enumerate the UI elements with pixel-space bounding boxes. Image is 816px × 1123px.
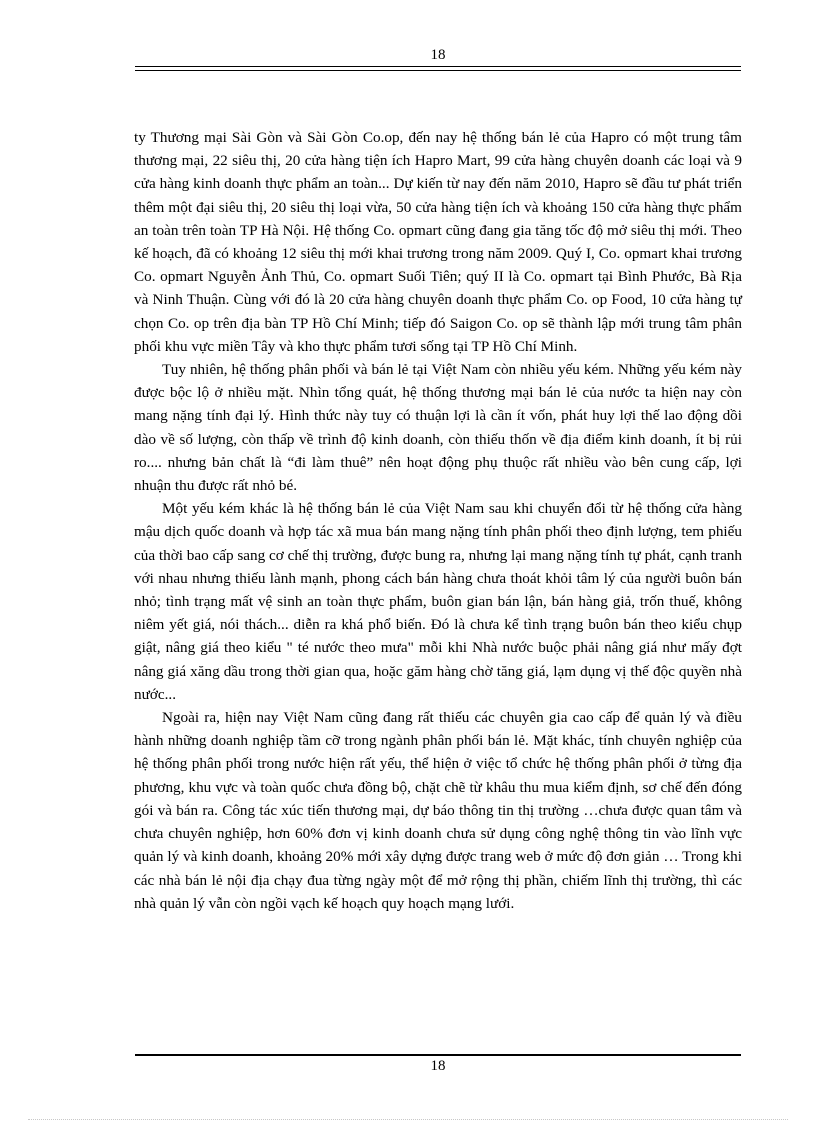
header-double-rule <box>135 66 741 71</box>
paragraph-2: Tuy nhiên, hệ thống phân phối và bán lẻ tại Việt Nam còn nhiều yếu kém. Những yếu kém này được bộc lộ ở nhiều mặt. Nhìn tổng quát, hệ thống thương mại bán lẻ của nước ta hiện nay còn mang nặng tính đại lý. Hình thức này tuy có thuận lợi là cần ít vốn, phát huy lợi thế lao động dồi dào về số lượng, còn thấp về trình độ kinh doanh, còn thiếu thốn về địa điểm kinh doanh, ít bị rủi ro.... nhưng bản chất là “đi làm thuê” nên hoạt động phụ thuộc rất nhiều vào bên cung cấp, lợi nhuận thu được rất nhỏ bé. <box>134 361 742 495</box>
page-bottom-dotted-line <box>28 1119 788 1120</box>
paragraph-4: Ngoài ra, hiện nay Việt Nam cũng đang rất thiếu các chuyên gia cao cấp để quản lý và điều hành những doanh nghiệp tầm cỡ trong ngành phân phối bán lẻ. Mặt khác, tính chuyên nghiệp của hệ thống phân phối trong nước hiện rất yếu, thể hiện ở việc tổ chức hệ thống phân phối ở từng địa phương, khu vực và toàn quốc chưa đồng bộ, chặt chẽ từ khâu thu mua kiểm định, sơ chế đến đóng gói và bán ra. Công tác xúc tiến thương mại, dự báo thông tin thị trường …chưa được quan tâm và chưa chuyên nghiệp, hơn 60% đơn vị kinh doanh chưa sử dụng công nghệ thông tin vào lĩnh vực quản lý và kinh doanh, khoảng 20% mới xây dựng được trang web ở mức độ đơn giản … Trong khi các nhà bán lẻ nội địa chạy đua từng ngày một để mở rộng thị phần, chiếm lĩnh thị trường, thì các nhà quản lý vẫn còn ngồi vạch kế hoạch quy hoạch mạng lưới. <box>134 709 742 912</box>
document-body <box>134 126 742 915</box>
header-page-number: 18 <box>430 47 446 63</box>
paragraph-1: ty Thương mại Sài Gòn và Sài Gòn Co.op, đến nay hệ thống bán lẻ của Hapro có một trung tâm thương mại, 22 siêu thị, 20 cửa hàng tiện ích Hapro Mart, 99 cửa hàng chuyên doanh các loại và 9 cửa hàng kinh doanh thực phẩm an toàn... Dự kiến từ nay đến năm 2010, Hapro sẽ đầu tư phát triển thêm một đại siêu thị, 20 siêu thị loại vừa, 50 cửa hàng tiện ích và khoảng 150 cửa hàng thực phẩm an toàn trên toàn TP Hà Nội. Hệ thống Co. opmart cũng đang gia tăng tốc độ mở siêu thị mới. Theo kế hoạch, đã có khoảng 12 siêu thị mới khai trương trong năm 2009. Quý I, Co. opmart khai trương Co. opmart Nguyễn Ảnh Thủ, Co. opmart Suối Tiên; quý II là Co. opmart tại Bình Phước, Bà Rịa và Ninh Thuận. Cùng với đó là 20 cửa hàng chuyên doanh thực phẩm Co. op Food, 10 cửa hàng tự chọn Co. op trên địa bàn TP Hồ Chí Minh; tiếp đó Saigon Co. op sẽ thành lập mới trung tâm phân phối khu vực miền Tây và kho thực phẩm tươi sống tại TP Hồ Chí Minh. <box>134 129 742 355</box>
footer-rule <box>135 1054 741 1056</box>
paragraph-3: Một yếu kém khác là hệ thống bán lẻ của Việt Nam sau khi chuyển đổi từ hệ thống cửa hàng mậu dịch quốc doanh và hợp tác xã mua bán mang nặng tính phân phối theo định lượng, tem phiếu của thời bao cấp sang cơ chế thị trường, được bung ra, nhưng lại mang nặng tính tự phát, cạnh tranh với nhau nhưng thiếu lành mạnh, phong cách bán hàng chưa thoát khỏi tâm lý của người buôn bán nhỏ; tình trạng mất vệ sinh an toàn thực phẩm, buôn gian bán lận, bán hàng giả, trốn thuế, không niêm yết giá, nói thách... diễn ra khá phổ biến. Đó là chưa kể tình trạng buôn bán theo kiểu chụp giật, nâng giá theo kiểu " té nước theo mưa" mỗi khi Nhà nước buộc phải nâng giá như mấy đợt nâng giá xăng dầu trong thời gian qua, hoặc găm hàng chờ tăng giá, lạm dụng vị thế độc quyền nhà nước... <box>134 500 742 703</box>
footer-page-number: 18 <box>430 1058 446 1074</box>
